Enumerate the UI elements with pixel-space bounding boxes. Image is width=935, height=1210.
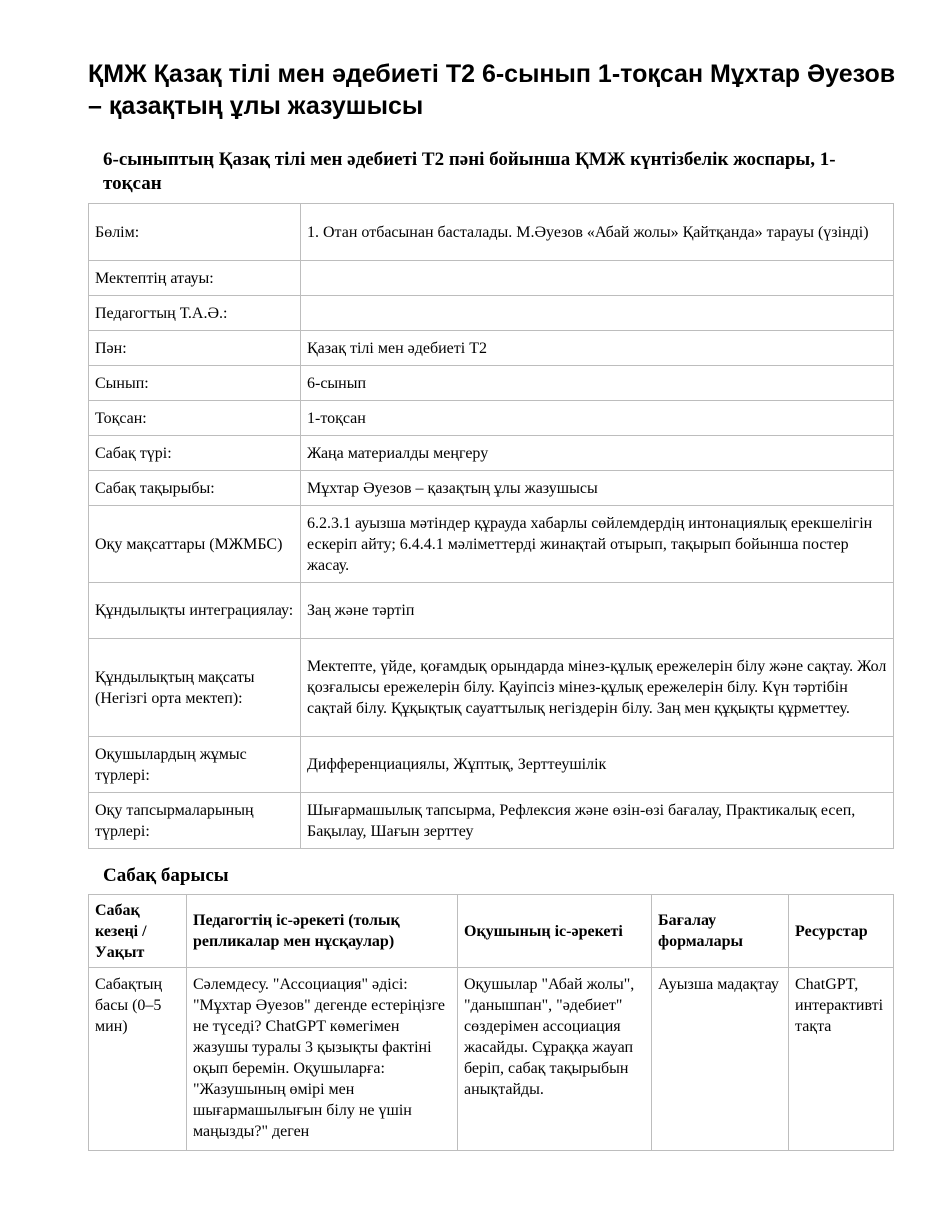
- cell-text: Сәлемдесу. "Ассоциация" әдісі: "Мұхтар Әуезов" дегенде естеріңізге не түседі? ChatGPT көмегімен жазушы туралы 3 қызықты фактіні оқып беремін. Оқушыларға: "Жазушының өмірі мен шығармашылығын білу не үшін маңызды?" деген: [193, 976, 446, 1140]
- cell-text: Сабақтың басы (0–5 мин): [95, 976, 163, 1035]
- info-value: 6.2.3.1 ауызша мәтіндер құрауда хабарлы сөйлемдердің интонациялық ерекшелігін ескеріп айту; 6.4.4.1 мәліметтерді жинақтай отырып, тақырып бойынша постер жасау.: [301, 506, 894, 583]
- cell-text: ChatGPT, интерактивті тақта: [795, 976, 884, 1035]
- cell-stage: [89, 968, 187, 1151]
- info-value: 1-тоқсан: [301, 401, 894, 436]
- info-label: Тоқсан:: [89, 401, 301, 436]
- table-row: [89, 639, 894, 737]
- info-label: Пән:: [89, 331, 301, 366]
- document-subtitle: 6-сыныптың Қазақ тілі мен әдебиеті Т2 пәні бойынша ҚМЖ күнтізбелік жоспары, 1-тоқсан: [103, 149, 836, 194]
- document-title: ҚМЖ Қазақ тілі мен әдебиеті Т2 6-сынып 1-тоқсан Мұхтар Әуезов – қазақтың ұлы жазушысы: [88, 60, 896, 120]
- info-value: Жаңа материалды меңгеру: [301, 436, 894, 471]
- section-title: Сабақ барысы: [103, 865, 229, 886]
- cell-resources: [789, 968, 894, 1151]
- table-row: [89, 331, 894, 366]
- info-label: Педагогтың Т.А.Ә.:: [89, 296, 301, 331]
- info-label: Мектептің атауы:: [89, 261, 301, 296]
- info-value: [301, 296, 894, 331]
- column-header-teacher-activity: Педагогтің іс-әрекеті (толық репликалар мен нұсқаулар): [187, 895, 458, 968]
- table-row: [89, 583, 894, 639]
- info-value: Қазақ тілі мен әдебиеті Т2: [301, 331, 894, 366]
- table-row: [89, 471, 894, 506]
- cell-teacher-activity: [187, 968, 458, 1151]
- cell-student-activity: [458, 968, 652, 1151]
- lesson-info-table: [88, 203, 894, 849]
- info-value: Мұхтар Әуезов – қазақтың ұлы жазушысы: [301, 471, 894, 506]
- table-row: [89, 793, 894, 849]
- info-value: [301, 261, 894, 296]
- table-row: [89, 506, 894, 583]
- cell-text: Ауызша мадақтау: [658, 976, 779, 993]
- info-value: Шығармашылық тапсырма, Рефлексия және өзін-өзі бағалау, Практикалық есеп, Бақылау, Шағын зерттеу: [301, 793, 894, 849]
- info-value: Мектепте, үйде, қоғамдық орындарда мінез-құлық ережелерін білу және сақтау. Жол қозғалысы ережелерін білу. Қауіпсіз мінез-құлық ережелерін білу. Күн тәртібін сақтай білу. Құқықтық сауаттылық негіздерін білу. Заң мен құқықты құрметтеу.: [301, 639, 894, 737]
- table-row: [89, 261, 894, 296]
- info-label: Бөлім:: [89, 204, 301, 261]
- table-row: [89, 366, 894, 401]
- info-label: Сабақ түрі:: [89, 436, 301, 471]
- table-row: [89, 737, 894, 793]
- info-label: Оқушылардың жұмыс түрлері:: [89, 737, 301, 793]
- column-header-student-activity: Оқушының іс-әрекеті: [458, 895, 652, 968]
- info-label: Құндылықты интеграциялау:: [89, 583, 301, 639]
- table-row: [89, 204, 894, 261]
- info-label: Оқу тапсырмаларының түрлері:: [89, 793, 301, 849]
- info-label: Құндылықтың мақсаты (Негізгі орта мектеп):: [89, 639, 301, 737]
- info-label: Сынып:: [89, 366, 301, 401]
- table-row: [89, 296, 894, 331]
- cell-text: Оқушылар "Абай жолы", "данышпан", "әдебиет" сөздерімен ассоциация жасайды. Сұраққа жауап беріп, сабақ тақырыбын анықтайды.: [464, 976, 635, 1098]
- lesson-flow-table: [88, 894, 894, 1151]
- table-header-row: [89, 895, 894, 968]
- table-row: [89, 436, 894, 471]
- column-header-stage: Сабақ кезеңі / Уақыт: [89, 895, 187, 968]
- info-label: Сабақ тақырыбы:: [89, 471, 301, 506]
- column-header-resources: Ресурстар: [789, 895, 894, 968]
- info-value: Дифференциациялы, Жұптық, Зерттеушілік: [301, 737, 894, 793]
- info-value: Заң және тәртіп: [301, 583, 894, 639]
- info-value: 1. Отан отбасынан басталады. М.Әуезов «Абай жолы» Қайтқанда» тарауы (үзінді): [301, 204, 894, 261]
- cell-assessment: [652, 968, 789, 1151]
- info-label: Оқу мақсаттары (МЖМБС): [89, 506, 301, 583]
- column-header-assessment: Бағалау формалары: [652, 895, 789, 968]
- table-row: [89, 968, 894, 1151]
- info-value: 6-сынып: [301, 366, 894, 401]
- table-row: [89, 401, 894, 436]
